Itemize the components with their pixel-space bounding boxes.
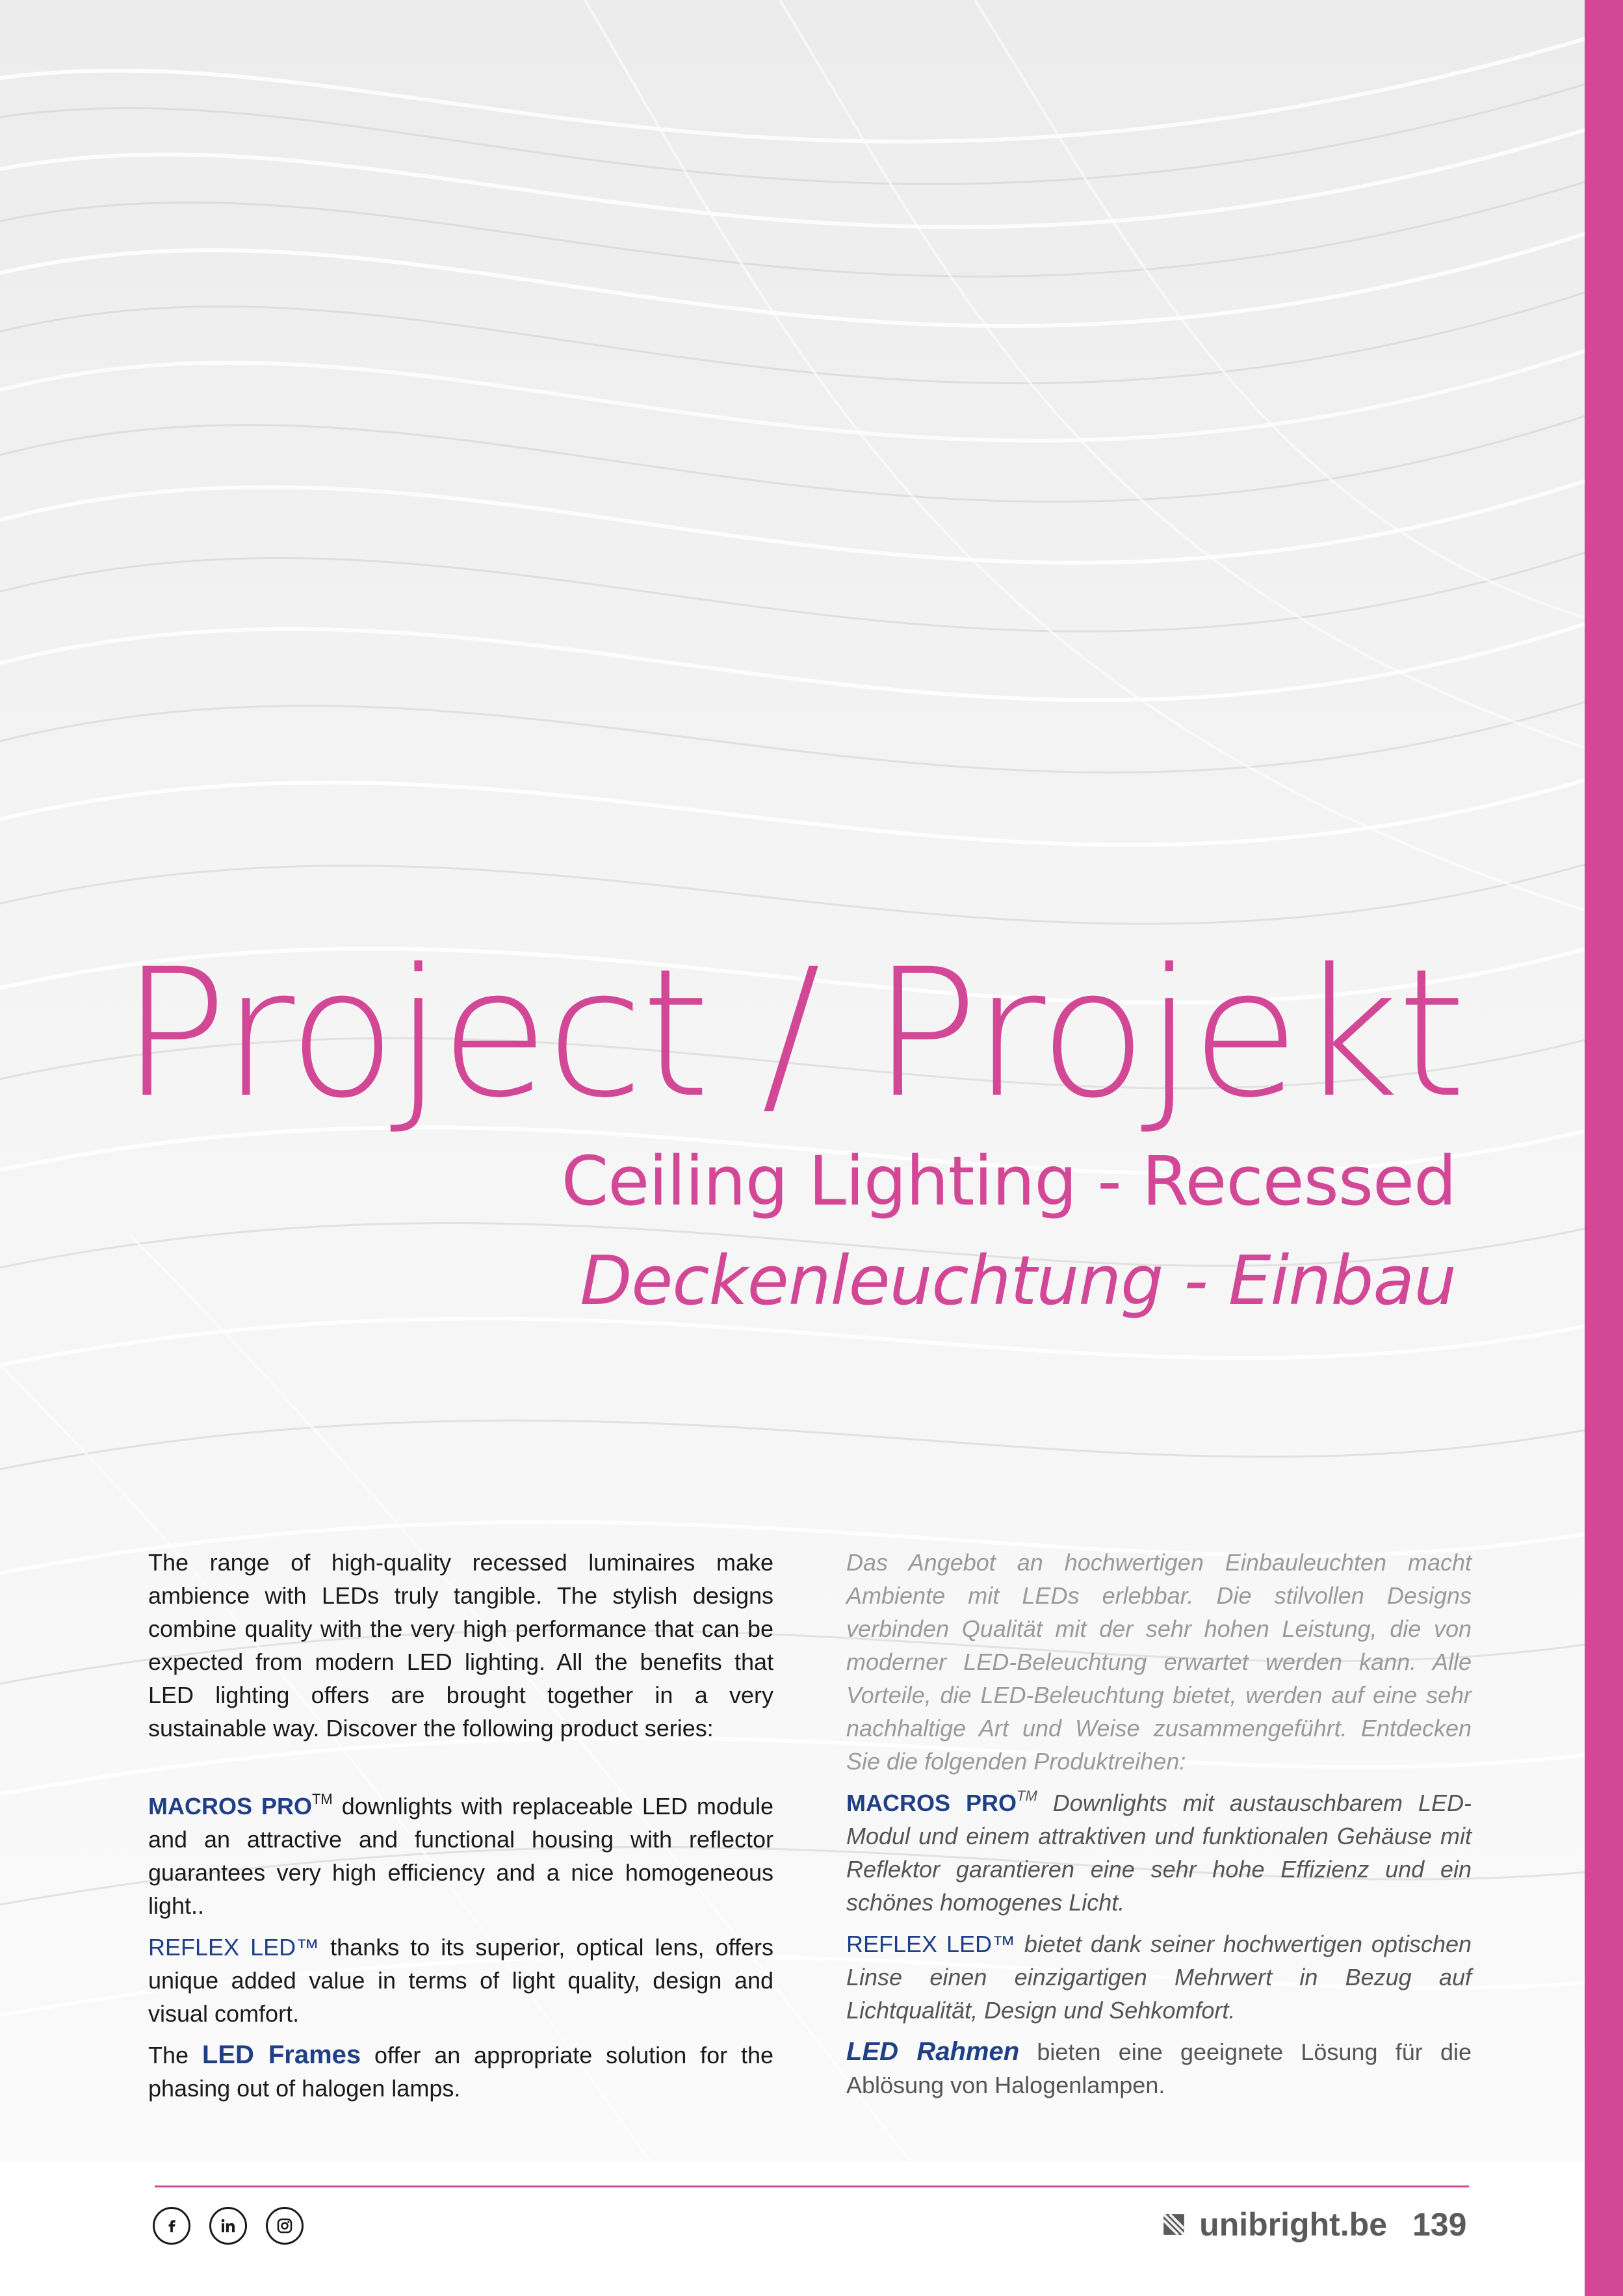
english-frames-paragraph [148, 2039, 773, 2105]
english-reflex-paragraph [148, 1931, 773, 2030]
macros-description: downlights with replaceable LED module and an attractive and functional housing with reflector guarantees very high efficiency and a nice homogeneous light.. [148, 1793, 773, 1919]
page-title: Project / Projekt [121, 932, 1464, 1137]
frames-description: offer an appropriate solution for the phasing out of halogen lamps. [148, 2042, 773, 2102]
german-intro: Das Angebot an hochwertigen Einbauleuchten macht Ambiente mit LEDs erlebbar. Die stilvollen Designs verbinden Qualität mit der sehr hohen Leistung, die von moderner LED-Beleuchtung erwartet werden kann. Alle Vorteile, die LED-Beleuchtung bietet, werden auf eine sehr nachhaltige Art und Weise zusammengeführt. Entdecken Sie die folgenden Produktreihen: [846, 1549, 1472, 1775]
german-macros-paragraph [846, 1786, 1472, 1919]
linkedin-icon[interactable] [209, 2207, 247, 2245]
subtitle-german: Deckenleuchtung - Einbau [580, 1241, 1456, 1320]
website-text: unibright.be [1199, 2206, 1387, 2243]
german-reflex-paragraph [846, 1927, 1472, 2027]
trademark-mark-de: TM [1017, 1788, 1037, 1804]
macros-pro-brand: MACROS PRO [148, 1793, 312, 1820]
unibright-logo-icon [1162, 2212, 1186, 2237]
reflex-description-de: bietet dank seiner hochwertigen optischen Linse einen einzigartigen Mehrwert in Bezug auf Lichtqualität, Design und Sehkomfort. [846, 1931, 1472, 2024]
macros-description-de: Downlights mit austauschbarem LED-Modul und einem attraktiven und funktionalen Gehäuse mit Reflektor garantieren eine sehr hohe Effizienz und ein schönes homogenes Licht. [846, 1790, 1472, 1916]
led-frames-brand: LED Frames [201, 2041, 361, 2069]
reflex-description: thanks to its superior, optical lens, offers unique added value in terms of light quality, design and visual comfort. [148, 1934, 773, 2027]
frames-description-de: bieten eine geeignete Lösung für die Ablösung von Halogenlampen. [846, 2039, 1472, 2098]
led-rahmen-brand: LED Rahmen [846, 2037, 1020, 2066]
reflex-led-brand-de: REFLEX LED™ [846, 1931, 1015, 1957]
macros-pro-brand-de: MACROS PRO [846, 1790, 1017, 1816]
instagram-icon[interactable] [266, 2207, 304, 2245]
english-intro: The range of high-quality recessed luminaires make ambience with LEDs truly tangible. The stylish designs combine quality with the very high performance that can be expected from modern LED lighting. All the benefits that LED lighting offers are brought together in a very sustainable way. Discover the following product series: [148, 1549, 773, 1742]
german-frames-paragraph [846, 2035, 1472, 2102]
trademark-mark: TM [311, 1791, 333, 1807]
accent-side-bar [1585, 0, 1623, 2296]
german-column [846, 1546, 1472, 2110]
subtitle-english: Ceiling Lighting - Recessed [561, 1141, 1456, 1221]
website-link[interactable] [1162, 2205, 1387, 2244]
english-column [148, 1546, 773, 2113]
footer-divider [155, 2185, 1469, 2187]
page-number: 139 [1412, 2206, 1467, 2243]
facebook-icon[interactable] [153, 2207, 190, 2245]
english-macros-paragraph [148, 1790, 773, 1922]
frames-prefix: The [148, 2042, 202, 2068]
reflex-led-brand: REFLEX LED™ [148, 1934, 320, 1961]
